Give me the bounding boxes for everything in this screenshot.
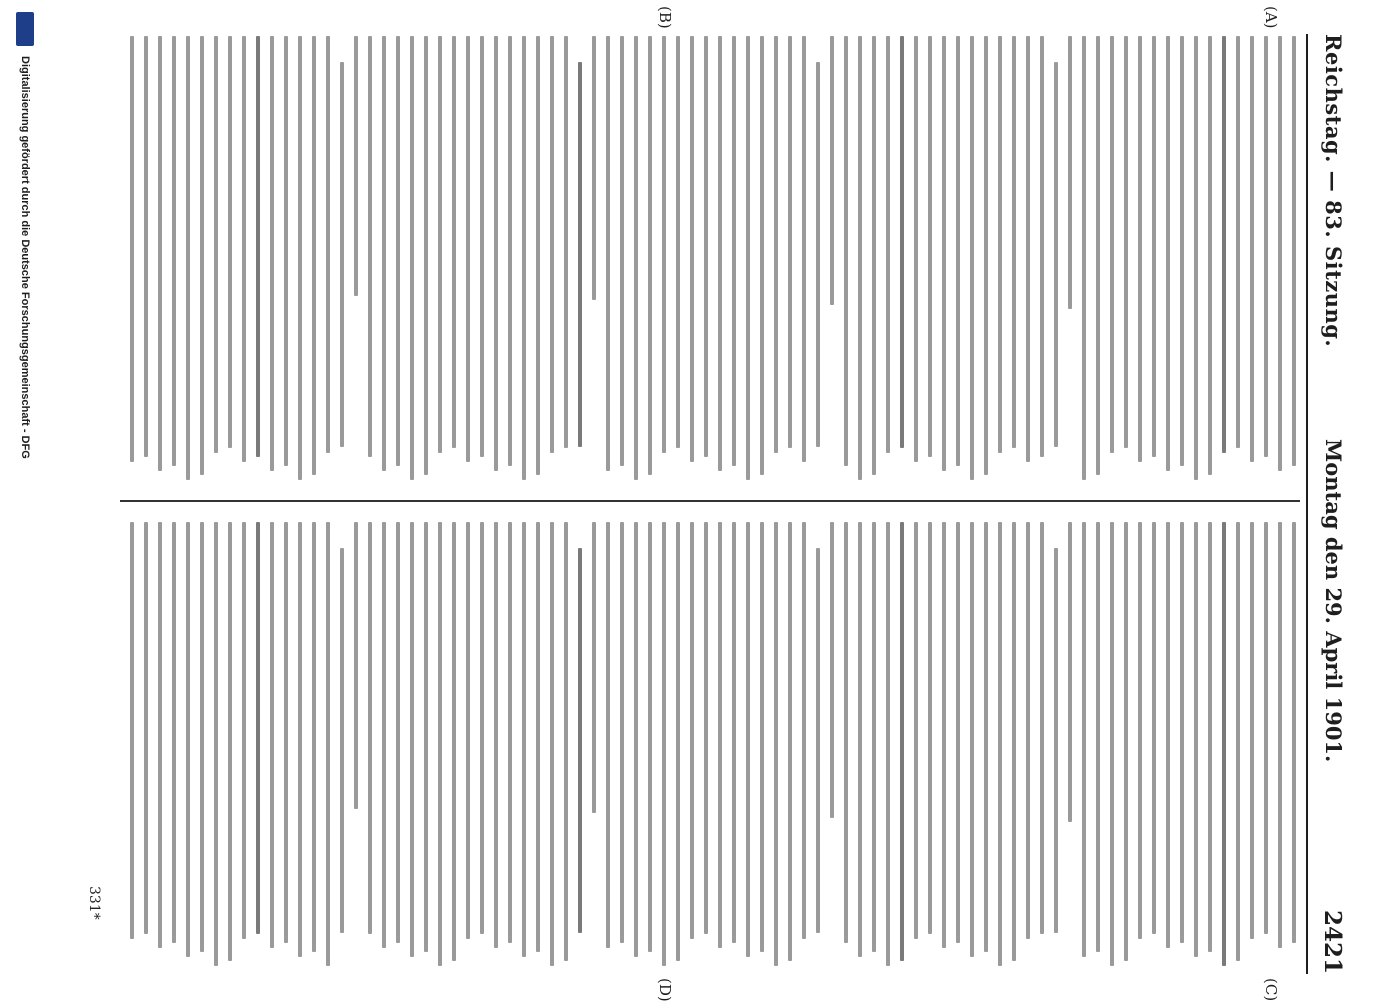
placeholder-text-line (1194, 522, 1198, 957)
placeholder-text-line (1180, 522, 1184, 943)
placeholder-text-line (256, 36, 260, 457)
placeholder-text-line (858, 36, 862, 480)
placeholder-text-line (704, 522, 708, 934)
placeholder-text-line (1138, 36, 1142, 462)
placeholder-text-line (606, 36, 610, 471)
placeholder-text-line (1110, 36, 1114, 453)
placeholder-text-line (410, 522, 414, 957)
placeholder-text-line (746, 36, 750, 480)
placeholder-text-line (284, 36, 288, 466)
placeholder-text-line (200, 522, 204, 952)
placeholder-text-line (368, 36, 372, 457)
placeholder-text-line (830, 36, 834, 305)
placeholder-text-line (550, 36, 554, 453)
placeholder-text-line (1236, 36, 1240, 448)
placeholder-text-line (956, 522, 960, 943)
header-rule (1306, 34, 1308, 974)
placeholder-text-line (1222, 522, 1226, 966)
placeholder-text-line (648, 36, 652, 475)
placeholder-text-line (186, 522, 190, 957)
placeholder-text-line (1110, 522, 1114, 966)
document-page (55, 0, 1360, 1000)
placeholder-text-line (410, 36, 414, 480)
placeholder-text-line (1264, 522, 1268, 934)
placeholder-text-line (606, 522, 610, 948)
placeholder-text-line (508, 36, 512, 466)
placeholder-text-line (340, 62, 344, 447)
placeholder-text-line (774, 36, 778, 453)
placeholder-text-line (760, 36, 764, 475)
placeholder-text-line (774, 522, 778, 966)
placeholder-text-line (578, 548, 582, 933)
header-date: Montag den 29. April 1901. (1321, 439, 1346, 763)
placeholder-text-line (620, 522, 624, 943)
margin-marker-d: (D) (656, 978, 674, 1002)
placeholder-text-line (172, 36, 176, 466)
placeholder-text-line (1096, 36, 1100, 475)
placeholder-text-line (1138, 522, 1142, 939)
placeholder-text-line (1208, 36, 1212, 475)
placeholder-text-line (732, 36, 736, 466)
placeholder-text-line (914, 36, 918, 462)
placeholder-text-line (844, 522, 848, 943)
placeholder-text-line (158, 36, 162, 471)
placeholder-text-line (802, 522, 806, 939)
placeholder-text-line (690, 522, 694, 939)
placeholder-text-line (480, 522, 484, 934)
placeholder-text-line (760, 522, 764, 952)
column-divider (120, 500, 1300, 502)
placeholder-text-line (984, 522, 988, 952)
placeholder-text-line (214, 522, 218, 966)
placeholder-text-line (1012, 36, 1016, 448)
placeholder-text-line (718, 522, 722, 948)
placeholder-text-line (634, 36, 638, 480)
placeholder-text-line (718, 36, 722, 471)
placeholder-text-line (270, 522, 274, 948)
placeholder-text-line (228, 522, 232, 961)
placeholder-text-line (816, 62, 820, 447)
dfg-logo-icon (16, 12, 34, 46)
placeholder-text-line (1082, 36, 1086, 480)
placeholder-text-line (508, 522, 512, 943)
placeholder-text-line (368, 522, 372, 934)
placeholder-text-line (1152, 522, 1156, 934)
placeholder-text-line (592, 522, 596, 813)
placeholder-text-line (424, 522, 428, 952)
placeholder-text-line (1054, 548, 1058, 933)
placeholder-text-line (326, 522, 330, 966)
placeholder-text-line (130, 522, 134, 939)
placeholder-text-line (158, 522, 162, 948)
placeholder-text-line (1250, 522, 1254, 939)
placeholder-text-line (186, 36, 190, 480)
placeholder-text-line (970, 522, 974, 957)
placeholder-text-line (1180, 36, 1184, 466)
header-page-number: 2421 (1319, 909, 1346, 974)
placeholder-text-line (522, 522, 526, 957)
placeholder-text-line (998, 522, 1002, 966)
placeholder-text-line (550, 522, 554, 966)
placeholder-text-line (1124, 36, 1128, 448)
placeholder-text-line (984, 36, 988, 475)
placeholder-text-line (802, 36, 806, 462)
placeholder-text-line (620, 36, 624, 466)
placeholder-text-line (242, 36, 246, 462)
placeholder-text-line (564, 522, 568, 961)
placeholder-text-line (662, 36, 666, 453)
placeholder-text-line (1054, 62, 1058, 447)
placeholder-text-line (1208, 522, 1212, 952)
placeholder-text-line (130, 36, 134, 462)
placeholder-text-line (1264, 36, 1268, 457)
placeholder-text-line (452, 36, 456, 448)
placeholder-text-line (228, 36, 232, 448)
placeholder-text-line (396, 522, 400, 943)
placeholder-text-line (396, 36, 400, 466)
placeholder-text-line (928, 522, 932, 934)
header-session: Reichstag. — 83. Sitzung. (1321, 34, 1346, 348)
placeholder-text-line (872, 522, 876, 952)
placeholder-text-line (284, 522, 288, 943)
placeholder-text-line (354, 522, 358, 809)
placeholder-text-line (1068, 36, 1072, 309)
placeholder-text-line (1026, 36, 1030, 462)
placeholder-text-line (354, 36, 358, 296)
placeholder-text-line (340, 548, 344, 933)
placeholder-text-line (648, 522, 652, 952)
placeholder-text-line (1292, 36, 1296, 466)
placeholder-text-line (1040, 522, 1044, 934)
placeholder-text-line (144, 36, 148, 457)
placeholder-text-line (1222, 36, 1226, 453)
placeholder-text-line (1278, 36, 1282, 471)
placeholder-text-line (732, 522, 736, 943)
placeholder-text-line (1292, 522, 1296, 943)
margin-marker-b: (B) (656, 6, 674, 29)
placeholder-text-line (1152, 36, 1156, 457)
placeholder-text-line (466, 36, 470, 462)
placeholder-text-line (1166, 522, 1170, 948)
placeholder-text-line (676, 522, 680, 961)
placeholder-text-line (690, 36, 694, 462)
credit-text: Digitalisierung gefördert durch die Deutsche Forschungsgemeinschaft - DFG (19, 56, 31, 459)
placeholder-text-line (172, 522, 176, 943)
placeholder-text-line (382, 522, 386, 948)
placeholder-text-line (900, 522, 904, 961)
placeholder-text-line (214, 36, 218, 453)
placeholder-text-line (1166, 36, 1170, 471)
placeholder-text-line (704, 36, 708, 457)
placeholder-text-line (144, 522, 148, 934)
digitization-credit (14, 0, 36, 1000)
placeholder-text-line (872, 36, 876, 475)
placeholder-text-line (886, 36, 890, 453)
placeholder-text-line (312, 36, 316, 475)
placeholder-text-line (970, 36, 974, 480)
placeholder-text-line (886, 522, 890, 966)
placeholder-text-line (536, 36, 540, 475)
placeholder-text-line (438, 36, 442, 453)
placeholder-text-line (536, 522, 540, 952)
placeholder-text-line (298, 522, 302, 957)
placeholder-text-line (816, 548, 820, 933)
placeholder-text-line (480, 36, 484, 457)
placeholder-text-line (200, 36, 204, 475)
text-column-left (106, 36, 1296, 484)
placeholder-text-line (564, 36, 568, 448)
placeholder-text-line (788, 36, 792, 448)
placeholder-text-line (424, 36, 428, 475)
placeholder-text-line (242, 522, 246, 939)
placeholder-text-line (578, 62, 582, 447)
placeholder-text-line (1012, 522, 1016, 961)
placeholder-text-line (662, 522, 666, 966)
placeholder-text-line (270, 36, 274, 471)
placeholder-text-line (1082, 522, 1086, 957)
placeholder-text-line (928, 36, 932, 457)
placeholder-text-line (914, 522, 918, 939)
placeholder-text-line (858, 522, 862, 957)
placeholder-text-line (438, 522, 442, 966)
placeholder-text-line (452, 522, 456, 961)
placeholder-text-line (676, 36, 680, 448)
placeholder-text-line (844, 36, 848, 466)
placeholder-text-line (942, 522, 946, 948)
margin-marker-a: (A) (1262, 6, 1280, 29)
placeholder-text-line (746, 522, 750, 957)
placeholder-text-line (1040, 36, 1044, 457)
placeholder-text-line (494, 522, 498, 948)
placeholder-text-line (1278, 522, 1282, 948)
placeholder-text-line (298, 36, 302, 480)
running-header (1314, 34, 1354, 974)
placeholder-text-line (788, 522, 792, 961)
placeholder-text-line (326, 36, 330, 453)
placeholder-text-line (522, 36, 526, 480)
placeholder-text-line (1194, 36, 1198, 480)
placeholder-text-line (592, 36, 596, 300)
placeholder-text-line (956, 36, 960, 466)
placeholder-text-line (1068, 522, 1072, 822)
placeholder-text-line (1124, 522, 1128, 961)
placeholder-text-line (256, 522, 260, 934)
signature-mark: 331* (86, 886, 102, 920)
placeholder-text-line (942, 36, 946, 471)
placeholder-text-line (634, 522, 638, 957)
placeholder-text-line (382, 36, 386, 471)
placeholder-text-line (900, 36, 904, 448)
placeholder-text-line (830, 522, 834, 818)
placeholder-text-line (1250, 36, 1254, 462)
placeholder-text-line (1096, 522, 1100, 952)
placeholder-text-line (998, 36, 1002, 453)
placeholder-text-line (312, 522, 316, 952)
placeholder-text-line (466, 522, 470, 939)
text-column-right (106, 522, 1296, 970)
placeholder-text-line (1026, 522, 1030, 939)
placeholder-text-line (494, 36, 498, 471)
margin-marker-c: (C) (1262, 978, 1280, 1002)
placeholder-text-line (1236, 522, 1240, 961)
